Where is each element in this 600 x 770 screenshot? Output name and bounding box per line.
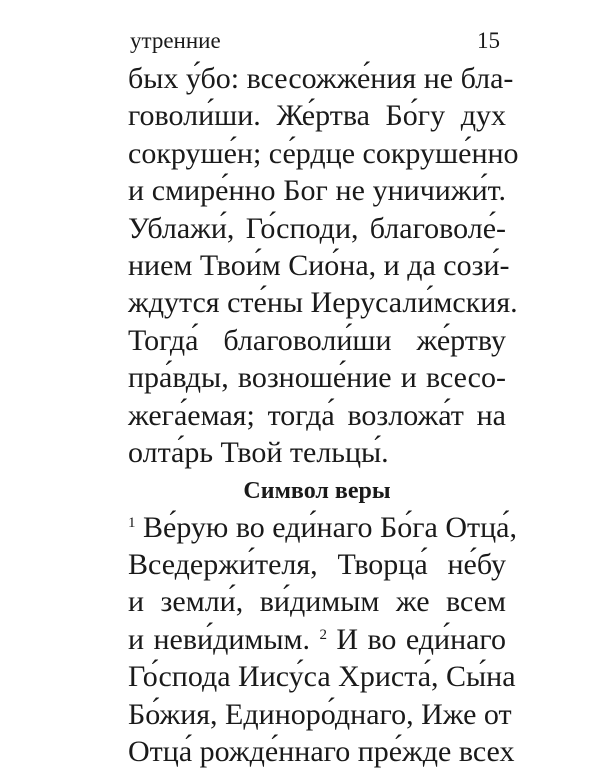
text-line: жега́емая; тогда́ возложа́т на [128, 398, 506, 432]
running-header [130, 28, 500, 58]
section-heading: Символ веры [243, 478, 391, 505]
text-line: Го́спода Иису́са Христа́, Сы́на [128, 660, 516, 694]
page-number: 15 [477, 28, 500, 53]
verse-number: 1 [128, 514, 136, 531]
text-line: ждутся сте́ны Иерусали́мския. [128, 286, 518, 320]
text-line: Тогда́ благоволи́ши же́ртву [128, 323, 506, 357]
verse-text: И во еди́наго [336, 622, 506, 656]
verse-number: 2 [319, 626, 327, 643]
text-line: нием Твои́м Сио́на, и да сози́- [128, 248, 510, 282]
text-line: и смире́нно Бог не уничижи́т. [128, 174, 506, 208]
text-line: Отца́ рожде́ннаго пре́жде всех [128, 735, 515, 769]
text-line: Вседержи́теля, Творца́ не́бу [128, 548, 506, 582]
text-line: Ублажи́, Го́споди, благоволе́- [128, 211, 506, 245]
text-line: говоли́ши. Же́ртва Бо́гу дух [128, 99, 506, 133]
text-line: бых у́бо: всесожже́ния не бла- [128, 62, 514, 95]
main-text [128, 60, 519, 770]
verse-text: Ве́рую во еди́наго Бо́га Отца́, [143, 510, 517, 544]
text-line: олта́рь Твой тельцы́. [128, 435, 389, 469]
verse-text: и неви́димым. [128, 622, 311, 656]
text-line: и земли́, ви́димым же всем [128, 585, 506, 619]
section-title: утренние [130, 28, 221, 53]
text-line: сокруше́н; се́рдце сокруше́нно [128, 136, 519, 170]
text-line: Бо́жия, Единоро́днаго, Иже от [128, 697, 512, 731]
text-line [128, 621, 506, 658]
text-line [128, 509, 517, 546]
text-line: пра́вды, возноше́ние и всесо- [128, 361, 506, 395]
